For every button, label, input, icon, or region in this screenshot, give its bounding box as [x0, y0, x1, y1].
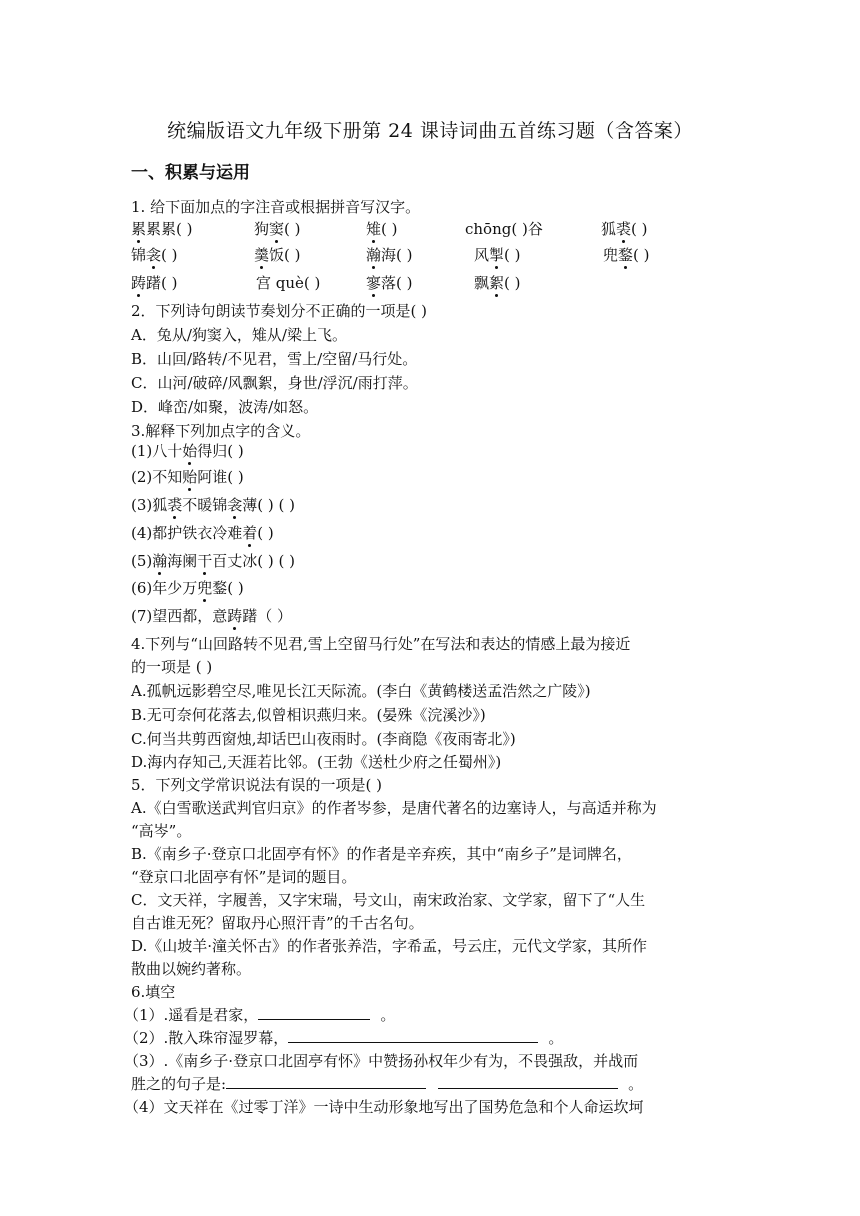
q1-item: 飘絮( ): [474, 274, 521, 292]
q5-stem: 5．下列文学常识说法有误的一项是( ): [131, 776, 383, 794]
q2-option-b: B．山回/路转/不见君，雪上/空留/马行处。: [131, 350, 418, 368]
document-title: 统编版语文九年级下册第 24 课诗词曲五首练习题（含答案）: [167, 120, 693, 142]
q4-option-a: A.孤帆远影碧空尽,唯见长江天际流。(李白《黄鹤楼送孟浩然之广陵》): [131, 682, 591, 700]
q2-option-d: D．峰峦/如聚，波涛/如怒。: [131, 398, 319, 416]
q1-item: 狐裘( ): [601, 220, 648, 238]
q2-option-c: C．山河/破碎/风飘絮，身世/浮沉/雨打萍。: [131, 374, 418, 392]
q5-option-b: B.《南乡子·登京口北固亭有怀》的作者是辛弃疾，其中“南乡子”是词牌名，: [131, 845, 632, 863]
q6-item-2: （2）.散入珠帘湿罗幕， 。: [124, 1029, 564, 1047]
q5-option-b-cont: “登京口北固亭有怀”是词的题目。: [131, 868, 357, 886]
answer-blank[interactable]: [288, 1028, 538, 1043]
q3-item: (6)年少万兜鍪( ): [131, 579, 244, 597]
q1-item: 锦衾( ): [131, 246, 178, 264]
q3-item: (2)不知贻阿谁( ): [131, 468, 244, 486]
section-heading: 一、积累与运用: [131, 163, 250, 183]
q6-stem: 6.填空: [131, 983, 176, 1001]
answer-blank[interactable]: [438, 1074, 618, 1089]
q3-item: (7)望西都，意踌躇（ ）: [131, 607, 293, 625]
q5-option-d-cont: 散曲以婉约著称。: [131, 960, 252, 978]
q3-stem: 3.解释下列加点字的含义。: [131, 422, 311, 440]
q1-item: 雉( ): [366, 220, 398, 238]
q1-item: 累累累( ): [131, 220, 193, 238]
q3-item: (3)狐裘不暖锦衾薄( ) ( ): [131, 496, 296, 514]
q6-item-4: （4）文天祥在《过零丁洋》一诗中生动形象地写出了国势危急和个人命运坎坷: [124, 1098, 644, 1116]
q1-item: 瀚海( ): [366, 246, 413, 264]
q6-item-1: （1）.遥看是君家， 。: [124, 1006, 396, 1024]
q1-item: 羹饭( ): [254, 246, 301, 264]
q2-stem: 2．下列诗句朗读节奏划分不正确的一项是( ): [131, 302, 428, 320]
answer-blank[interactable]: [258, 1005, 370, 1020]
q1-item: 宫 què( ): [256, 274, 321, 292]
q4-option-c: C.何当共剪西窗烛,却话巴山夜雨时。(李商隐《夜雨寄北》): [131, 730, 516, 748]
answer-blank[interactable]: [226, 1074, 426, 1089]
q1-item: 踌躇( ): [131, 274, 178, 292]
q1-row2: [131, 244, 831, 266]
q3-item: (4)都护铁衣冷难着( ): [131, 524, 274, 542]
q4-stem: 4.下列与“山回路转不见君,雪上空留马行处”在写法和表达的情感上最为接近: [131, 635, 631, 653]
q5-option-c: C．文天祥，字履善，又字宋瑞，号文山，南宋政治家、文学家，留下了“人生: [131, 891, 646, 909]
q5-option-a: A.《白雪歌送武判官归京》的作者岑参，是唐代著名的边塞诗人，与高适并称为: [131, 799, 657, 817]
q5-option-c-cont: 自古谁无死？留取丹心照汗青”的千古名句。: [131, 914, 424, 932]
q4-option-d: D.海内存知己,天涯若比邻。(王勃《送杜少府之任蜀州》): [131, 753, 502, 771]
q2-option-a: A．兔从/狗窦入，雉从/梁上飞。: [131, 326, 347, 344]
q1-row1: [131, 218, 831, 240]
q6-item-3: （3）.《南乡子·登京口北固亭有怀》中赞扬孙权年少有为，不畏强敌，并战而: [124, 1052, 639, 1070]
q6-item-3-cont: 胜之的句子是: 。: [131, 1075, 644, 1093]
q4-option-b: B.无可奈何花落去,似曾相识燕归来。(晏殊《浣溪沙》): [131, 706, 486, 724]
q3-item: (1)八十始得归( ): [131, 442, 244, 460]
q1-stem: 1. 给下面加点的字注音或根据拼音写汉字。: [131, 198, 421, 216]
q5-option-d: D.《山坡羊·潼关怀古》的作者张养浩，字希孟，号云庄，元代文学家，其所作: [131, 937, 648, 955]
q3-item: (5)瀚海阑干百丈冰( ) ( ): [131, 552, 296, 570]
q1-item: 狗窦( ): [254, 220, 301, 238]
q5-option-a-cont: “高岑”。: [131, 822, 192, 840]
q1-item: chōng( )谷: [465, 220, 543, 238]
q1-row3: [131, 272, 831, 294]
q1-item: 兜鍪( ): [603, 246, 650, 264]
q1-item: 寥落( ): [366, 274, 413, 292]
q4-stem-cont: 的一项是 ( ): [131, 658, 213, 676]
q1-item: 风掣( ): [474, 246, 521, 264]
